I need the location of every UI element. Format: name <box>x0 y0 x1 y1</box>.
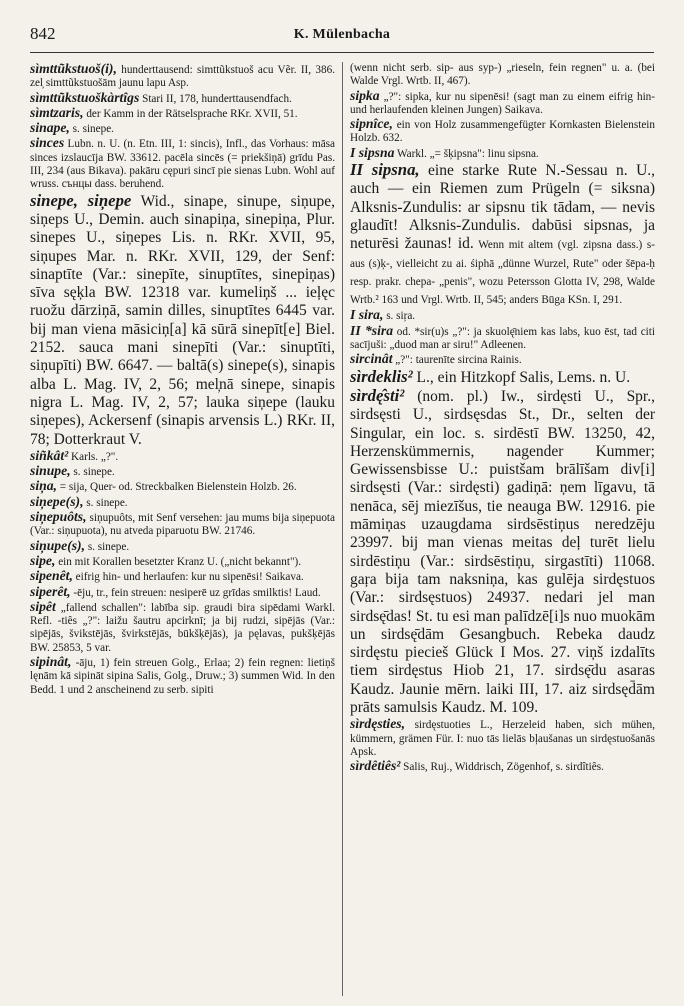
dictionary-entry <box>350 89 655 118</box>
entry-headword: sipinât, <box>30 653 72 669</box>
dictionary-entry <box>30 585 335 600</box>
dictionary-entry <box>30 510 335 539</box>
dictionary-entry <box>350 717 655 759</box>
entry-text: Lubn. n. U. (n. Etn. III, 1: sincis), Infl., das Vorhaus: māsa sinces izslaucīja BW. 33612. pacēla sincēs (= priekšiņā) grīdu Pas. III, 234 (aus Bikava). pakāru cępuri sincī pie sienas Lubn. Wohl auf wruss. сънцы dass. beruhend. <box>30 138 335 191</box>
entry-text: hunderttausend: simttũkstuoš acu Vẽr. II, 386. zel̦ simttũkstuošām jaunu lapu Asp. <box>30 64 335 90</box>
dictionary-entry <box>350 352 655 367</box>
entry-text: der Kamm in der Rätselsprache RKr. XVII, 51. <box>83 107 298 120</box>
entry-headword: sìmttũkstuoškàrtîgs <box>30 89 140 105</box>
entry-text: s. sinepe. <box>83 496 128 509</box>
dictionary-entry <box>30 554 335 569</box>
entry-headword: sinape, <box>30 120 70 136</box>
entry-headword: sipêt <box>30 598 56 614</box>
entry-text: od. *sir(u)s „?": ja skuolę̄niem kas labs, kuo ēst, tad citi sacījuši: „duod man ar siru!" Adleenen. <box>350 325 655 352</box>
entry-text: -āju, 1) fein streuen Golg., Erlaa; 2) fein regnen: lietiņš lęnām kā sipināt sipina Salis, Golg., Druw.; 3) summen Wid. In den Bedd. 1 und 2 anscheinend zu serb. sipiti <box>30 656 335 696</box>
entry-headword: II sipsna, <box>350 160 420 180</box>
entry-headword: siperêt, <box>30 583 71 599</box>
dictionary-entry <box>30 479 335 494</box>
entry-text: Warkl. „= šķipsna": linu sipsna. <box>394 147 539 160</box>
entry-text: „fallend schallen": labība sip. graudi bira sipēdami Warkl. Refl. -tiês „?": laižu šautru apcirknī; ja bij rudzi, sipējās (Var.: sipējās, švikstējās, švirkstējās, būkšķējās), ja pęlavas, pukšķējās BW. 25853, 5 var. <box>30 601 335 654</box>
dictionary-entry <box>30 91 335 106</box>
entry-text: „?": taurenīte sircina Rainis. <box>392 354 522 367</box>
right-column <box>350 62 655 998</box>
entry-headword: sipnîce, <box>350 116 393 132</box>
entry-headword: siñkât² <box>30 447 69 463</box>
running-title: K. Mülenbacha <box>293 27 391 42</box>
entry-text: ein von Holz zusammengefügter Kornkasten Bielenstein Holzb. 632. <box>350 119 655 145</box>
entry-etymology: Wenn mit altem (vgl. zipsna dass.) s- aus (s)ķ-, vielleicht zu ai. śiphā „dünne Wurzel, Rute" oder šēpa-ḥ resp. prakr. chepa- „penis", wozu Petersson Glotta IV, 298, Walde Wrtb.² 163 und Vrgl. Wrtb. II, 545; anders Būga KSn. I, 291. <box>350 239 655 307</box>
entry-headword: sipenêt, <box>30 568 73 584</box>
dictionary-entry <box>350 759 655 774</box>
entry-text: s. sinepe. <box>70 466 115 479</box>
entry-headword: I sipsna <box>350 144 395 160</box>
entry-text: (nom. pl.) Iw., sirdęsti U., Spr., sirdsęsti U., sirdsęsdas St., Dr., selten der Singular, ein loc. s. sirdēstī BW. 13250, 42, Herzenskümmernis, nagender Kummer; Gewissensbisse U.: puistšam brālīšam div[i] sirdsęsti (Var.: sirdęsti) gadiņā: ņem līgavu, tā nenāca, sēj miezīšus, tie neauga BW. 12916. pie māmiņas uzaugdama sirdsēstiņus neredzēju 23997. bij man vienas meitas deļ turēt lielu sirdēstiņu (Var.: sirdsēstiņu, sirgastīti) 11068. gaŗa bija tam naksniņa, kas gulēja sirdęstuos (Var.: sirdsęstuos) 24937. nedari jel man sirdsę̄das! St. tu esi man palīdzē[i]s nuo muokām un sirdsę̄dām Gesangbuch. Rebeka daudz sirdęstu piecieš Glück I Mos. 27. viņš izdalīts tiem sirdęstus Hiob 21, 17. sirdsę̄du asaras Kaudz. Jaunie mērn. laiki III, 17. aiz sirdsęd̄ām prāts samulsis Kaudz. M. 109. <box>350 387 655 716</box>
left-column <box>30 62 335 998</box>
entry-text: = sija, Quer- od. Streckbalken Bielenstein Holzb. 26. <box>56 481 297 494</box>
entry-text: sirdęstuoties L., Herzeleid haben, sich mühen, kümmern, grämen Für. I: nuo tās lielās bļaušanas un sirdęstuošanās Apsk. <box>350 719 655 758</box>
entry-headword: I sira, <box>350 307 384 323</box>
dictionary-entry <box>350 368 655 387</box>
entry-text: L., ein Hitzkopf Salis, Lems. n. U. <box>412 368 631 386</box>
entry-headword: sinces <box>30 135 65 151</box>
entry-text: s. siŗa. <box>383 310 416 323</box>
column-divider <box>342 62 343 996</box>
entry-text: „?": sipka, kur nu sipenēsi! (sagt man zu einem eifrig hin- und herlaufenden kleinen Jungen) Saikava. <box>350 90 655 116</box>
entry-text: Wid., sinape, sinupe, siņupe, siņeps U., Demin. auch sinapiņa, sinepiņa, Plur. sinepes U., siņepes Lis. n. RKr. XVII, 95, siņupes Mar. n. RKr. XVII, 129, der Senf: sinaptīte (Var.: sinepīte, sinuptītes, sinepiņas) sīva sęķla BW. 12318 var. kumeliņš ... ieļęc ruožu dārziņā, samin dilles, sinuptītes 6445 var. bij man viena māsiciņ[a] kā sūrā sinepīt[e] Biel. 2152. sauca mani sinepīti (Var.: sinuptīti, siņupīti) BW. 6647. — baltā(s) sinepe(s), sinapis alba L. Mag. IV, 2, 56; mel̦nā sinepe, sinapis nigra L. Mag. IV, 2, 57; lauka siņepe (lauku siņepes), Ackersenf (sinapis arvensis L.) RKr. II, 78; Dotterkraut V. <box>30 192 335 448</box>
dictionary-entry <box>350 324 655 353</box>
entry-headword: II *sira <box>350 322 394 338</box>
entry-headword: sìmtzaris, <box>30 104 84 120</box>
entry-headword: sìrdêtiês² <box>350 758 401 774</box>
dictionary-entry <box>30 192 335 449</box>
dictionary-entry <box>350 62 655 89</box>
entry-text: eine starke Rute N.-Sessau n. U., auch — ein Riemen zum Prügeln (= siksna) Alksnis-Zundulis: ar sipsnu tik tādam, — nevis glaudīt! Alksnis-Zundulis. dabūsi sipsnas, ja neturēsi žaunas! id. <box>350 162 655 253</box>
dictionary-entry <box>30 62 335 91</box>
entry-text: s. sinepe. <box>85 540 130 553</box>
entry-headword: sìrdeklis² <box>350 366 413 386</box>
entry-headword: sircinât <box>350 351 393 367</box>
entry-headword: sipka <box>350 87 380 103</box>
dictionary-entry <box>30 106 335 121</box>
entry-headword: siņepe(s), <box>30 493 84 509</box>
entry-headword: siņupe(s), <box>30 537 86 553</box>
entry-headword: sìrdęsties, <box>350 716 406 732</box>
entry-text: Salis, Ruj., Widdrisch, Zögenhof, s. sirdîtiês. <box>400 761 604 774</box>
dictionary-entry <box>30 136 335 191</box>
dictionary-entry <box>30 569 335 584</box>
dictionary-entry <box>30 121 335 136</box>
dictionary-entry <box>350 161 655 308</box>
entry-text: eifrig hin- und herlaufen: kur nu sipenēsi! Saikava. <box>72 571 304 584</box>
page-header <box>30 18 654 53</box>
dictionary-entry <box>30 495 335 510</box>
entry-headword: sinepe, siņepe <box>30 190 132 210</box>
entry-text: siņupuôts, mit Senf versehen: jau mums bija siņepuota (Var.: siņupuota), nu atveda piparuotu BW. 21746. <box>30 512 335 538</box>
dictionary-entry <box>350 308 655 323</box>
entry-text: -ēju, tr., fein streuen: nesiperē uz grīdas smilktis! Laud. <box>70 586 321 599</box>
page-number: 842 <box>30 24 56 43</box>
dictionary-entry <box>350 146 655 161</box>
entry-headword: sìmttũkstuoš(i), <box>30 62 117 76</box>
entry-text: Stari II, 178, hunderttausendfach. <box>139 92 292 105</box>
dictionary-entry <box>30 464 335 479</box>
dictionary-entry <box>30 539 335 554</box>
dictionary-entry <box>350 387 655 717</box>
entry-headword: sinupe, <box>30 463 71 479</box>
dictionary-entry <box>30 600 335 655</box>
entry-text: (wenn nicht serb. sip- aus syp-) „rieseln, fein regnen" u. a. (bei Walde Vrgl. Wrtb. II, 467). <box>350 62 655 88</box>
entry-headword: sìrdę̂sti² <box>350 385 405 405</box>
entry-text: ein mit Korallen besetzter Kranz U. („nicht bekannt"). <box>55 555 302 568</box>
dictionary-entry <box>350 117 655 146</box>
dictionary-entry <box>30 655 335 697</box>
entry-headword: sipe, <box>30 552 56 568</box>
dictionary-entry <box>30 449 335 464</box>
entry-headword: siņa, <box>30 478 57 494</box>
entry-text: s. sinepe. <box>69 123 114 136</box>
entry-text: Karls. „?". <box>68 450 119 463</box>
entry-headword: siņepuôts, <box>30 509 87 525</box>
